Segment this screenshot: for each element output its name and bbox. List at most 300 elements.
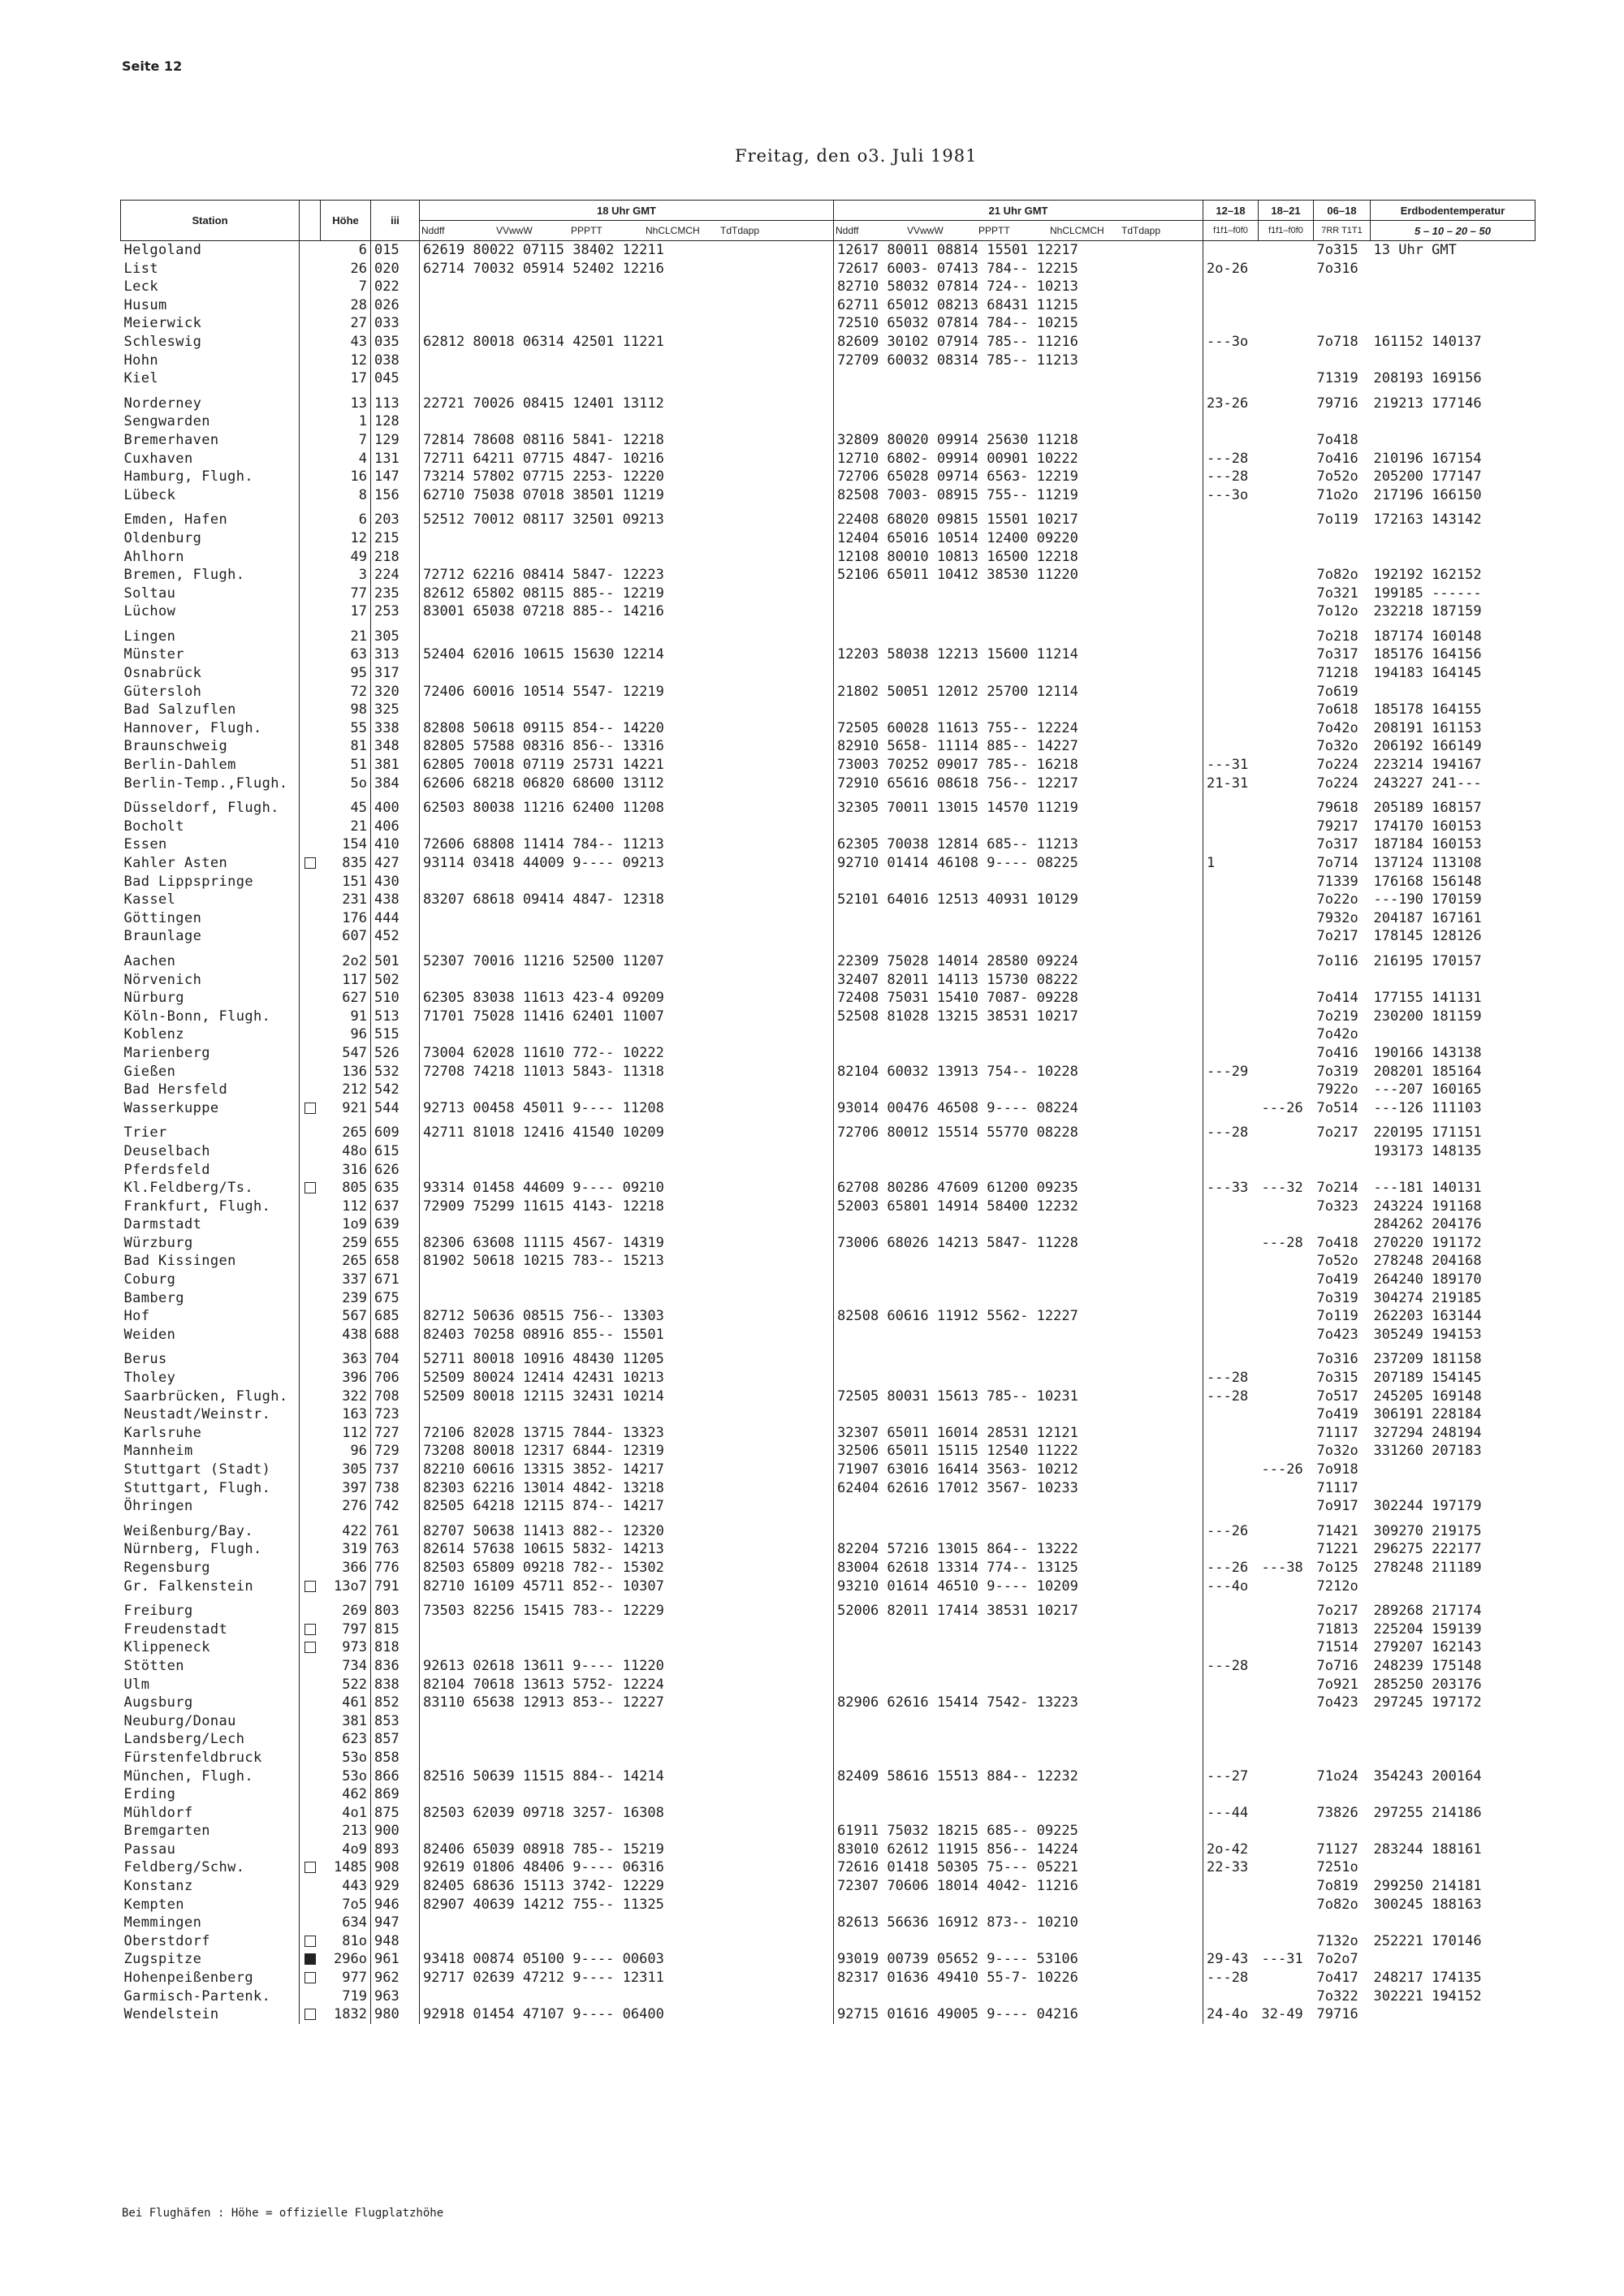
station-name: Zugspitze <box>121 1950 300 1969</box>
station-marker <box>300 314 321 333</box>
precip-18-21 <box>1259 1932 1314 1951</box>
t18-col-4: TdTdapp <box>720 225 760 236</box>
station-index: 253 <box>371 602 420 621</box>
precip-18-21 <box>1259 431 1314 450</box>
station-height: 98 <box>321 701 371 719</box>
soil-temperature: 137124 113108 <box>1373 855 1482 871</box>
r0618-subheader: 7RR T1T1 <box>1314 221 1371 241</box>
station-marker <box>300 486 321 505</box>
obs-21-gmt <box>834 1081 1203 1099</box>
station-height: 1485 <box>321 1858 371 1877</box>
obs-18-gmt: 82516 50639 11515 884-- 14214 <box>420 1767 834 1786</box>
station-height: 4o9 <box>321 1841 371 1859</box>
station-marker <box>300 388 321 413</box>
station-height: 81 <box>321 737 371 756</box>
station-index: 929 <box>371 1877 420 1896</box>
station-marker <box>300 1785 321 1804</box>
station-name: Berlin-Dahlem <box>121 756 300 775</box>
table-row <box>121 1063 1535 1081</box>
obs-21-gmt <box>834 1730 1203 1749</box>
station-index: 045 <box>371 369 420 388</box>
station-marker <box>300 891 321 909</box>
precip-12-18 <box>1203 1749 1259 1767</box>
station-index: 526 <box>371 1044 420 1063</box>
station-marker <box>300 1877 321 1896</box>
precip-06-18: 7o22o <box>1316 891 1358 908</box>
obs-21-gmt: 72706 65028 09714 6563- 12219 <box>834 468 1203 486</box>
precip-18-21 <box>1259 602 1314 621</box>
precip-12-18: 23-26 <box>1207 395 1249 412</box>
precip-12-18 <box>1203 1307 1259 1326</box>
soil-temperature: 194183 164145 <box>1373 665 1482 682</box>
precip-12-18: 1 <box>1207 855 1216 871</box>
precip-06-18: 7o418 <box>1316 1234 1358 1251</box>
table-row <box>121 1712 1535 1731</box>
station-marker <box>300 450 321 468</box>
table-row <box>121 1987 1535 2006</box>
obs-21-gmt <box>834 909 1203 928</box>
obs-21-gmt <box>834 1987 1203 2006</box>
table-row <box>121 1025 1535 1044</box>
obs-18-gmt: 72711 64211 07715 4847- 10216 <box>420 450 834 468</box>
station-index: 113 <box>371 388 420 413</box>
soil-temperature <box>1371 1785 1535 1804</box>
precip-18-21 <box>1259 1858 1314 1877</box>
precip-06-18: 7o921 <box>1316 1676 1358 1693</box>
precip-12-18 <box>1203 1025 1259 1044</box>
station-marker <box>300 369 321 388</box>
precip-12-18 <box>1203 645 1259 664</box>
precip-12-18 <box>1203 891 1259 909</box>
station-index: 338 <box>371 719 420 738</box>
station-name: Wasserkuppe <box>121 1099 300 1118</box>
soil-temperature: 176168 156148 <box>1373 873 1482 890</box>
obs-21-gmt: 82508 60616 11912 5562- 12227 <box>834 1307 1203 1326</box>
precip-12-18: ---28 <box>1207 450 1249 467</box>
table-row <box>121 621 1535 646</box>
station-marker <box>300 1559 321 1577</box>
station-marker <box>300 1461 321 1479</box>
obs-18-gmt <box>420 1638 834 1657</box>
station-height: 77 <box>321 585 371 603</box>
precip-06-18: 7o716 <box>1316 1657 1358 1674</box>
station-height: 921 <box>321 1099 371 1118</box>
precip-18-21 <box>1259 1442 1314 1461</box>
precip-12-18 <box>1203 927 1259 946</box>
precip-12-18 <box>1203 1161 1259 1180</box>
table-row <box>121 1914 1535 1932</box>
precip-18-21 <box>1259 1025 1314 1044</box>
obs-21-gmt: 32305 70011 13015 14570 11219 <box>834 792 1203 818</box>
obs-18-gmt: 82805 57588 08316 856-- 13316 <box>420 737 834 756</box>
precip-12-18 <box>1203 873 1259 891</box>
precip-06-18: 7o417 <box>1316 1970 1358 1987</box>
precip-18-21 <box>1259 1676 1314 1694</box>
station-marker <box>300 296 321 315</box>
obs-18-gmt <box>420 369 834 388</box>
station-marker <box>300 1914 321 1932</box>
precip-06-18: 7o419 <box>1316 1406 1358 1423</box>
station-height: 13o7 <box>321 1577 371 1596</box>
t18-col-1: VVwwW <box>496 225 533 236</box>
table-row <box>121 369 1535 388</box>
precip-12-18 <box>1203 1252 1259 1271</box>
soil-temperature <box>1371 352 1535 370</box>
obs-18-gmt: 82614 57638 10615 5832- 14213 <box>420 1540 834 1559</box>
station-name: Kempten <box>121 1896 300 1914</box>
station-height: 117 <box>321 971 371 990</box>
station-index: 961 <box>371 1950 420 1969</box>
station-name: Oldenburg <box>121 529 300 548</box>
station-index: 637 <box>371 1198 420 1216</box>
station-marker <box>300 1025 321 1044</box>
station-name: Marienberg <box>121 1044 300 1063</box>
precip-12-18 <box>1203 1638 1259 1657</box>
station-height: 112 <box>321 1198 371 1216</box>
table-row <box>121 1804 1535 1823</box>
precip-18-21 <box>1259 468 1314 486</box>
station-index: 708 <box>371 1388 420 1406</box>
obs-21-gmt: 21802 50051 12012 25700 12114 <box>834 683 1203 701</box>
station-name: Bamberg <box>121 1289 300 1308</box>
table-row <box>121 989 1535 1008</box>
precip-18-21 <box>1259 1252 1314 1271</box>
station-marker <box>300 1307 321 1326</box>
station-name: Bad Lippspringe <box>121 873 300 891</box>
station-index: 658 <box>371 1252 420 1271</box>
station-index: 836 <box>371 1657 420 1676</box>
table-row <box>121 664 1535 683</box>
precip-18-21 <box>1259 1785 1314 1804</box>
table-row <box>121 1621 1535 1639</box>
table-row <box>121 388 1535 413</box>
precip-06-18: 7o423 <box>1316 1694 1358 1711</box>
station-height: 259 <box>321 1234 371 1253</box>
obs-18-gmt <box>420 296 834 315</box>
precip-18-21 <box>1259 333 1314 352</box>
station-height: 7o5 <box>321 1896 371 1914</box>
obs-21-gmt: 12108 80010 10813 16500 12218 <box>834 548 1203 567</box>
station-marker <box>300 1369 321 1388</box>
station-name: Bad Kissingen <box>121 1252 300 1271</box>
precip-18-21 <box>1259 818 1314 836</box>
station-marker <box>300 1595 321 1621</box>
soil-temperature <box>1371 278 1535 296</box>
soil-temperature: 262203 163144 <box>1373 1308 1482 1325</box>
station-index: 381 <box>371 756 420 775</box>
obs-18-gmt: 83001 65038 07218 885-- 14216 <box>420 602 834 621</box>
precip-18-21 <box>1259 548 1314 567</box>
soil-temperature: 223214 194167 <box>1373 757 1482 774</box>
precip-12-18 <box>1203 296 1259 315</box>
station-name: Deuselbach <box>121 1142 300 1161</box>
station-name: Hohn <box>121 352 300 370</box>
station-index: 515 <box>371 1025 420 1044</box>
precip-06-18: 7922o <box>1316 1081 1358 1098</box>
station-height: 96 <box>321 1025 371 1044</box>
station-name: Garmisch-Partenk. <box>121 1987 300 2006</box>
erdboden-header: Erdbodentemperatur <box>1371 201 1535 221</box>
precip-18-21 <box>1259 927 1314 946</box>
soil-temperature: 208191 161153 <box>1373 719 1482 736</box>
obs-21-gmt <box>834 412 1203 431</box>
obs-18-gmt <box>420 529 834 548</box>
obs-18-gmt: 72814 78608 08116 5841- 12218 <box>420 431 834 450</box>
precip-18-21 <box>1259 529 1314 548</box>
station-index: 875 <box>371 1804 420 1823</box>
obs-21-gmt <box>834 1271 1203 1289</box>
precip-12-18 <box>1203 1234 1259 1253</box>
obs-21-gmt: 82409 58616 15513 884-- 12232 <box>834 1767 1203 1786</box>
obs-21-gmt <box>834 602 1203 621</box>
table-row <box>121 946 1535 971</box>
station-marker <box>300 971 321 990</box>
obs-18-gmt <box>420 664 834 683</box>
soil-temperature: 237209 181158 <box>1373 1351 1482 1368</box>
station-name: Gütersloh <box>121 683 300 701</box>
station-height: 26 <box>321 260 371 278</box>
obs-21-gmt: 82104 60032 13913 754-- 10228 <box>834 1063 1203 1081</box>
station-index: 688 <box>371 1326 420 1344</box>
station-height: 973 <box>321 1638 371 1657</box>
table-row <box>121 1858 1535 1877</box>
obs-21-gmt: 62305 70038 12814 685-- 11213 <box>834 835 1203 854</box>
station-index: 857 <box>371 1730 420 1749</box>
obs-21-gmt: 72510 65032 07814 784-- 10215 <box>834 314 1203 333</box>
precip-12-18 <box>1203 1442 1259 1461</box>
station-name: Stötten <box>121 1657 300 1676</box>
precip-18-21 <box>1259 1896 1314 1914</box>
station-marker <box>300 664 321 683</box>
precip-12-18: 24-4o <box>1207 2006 1249 2023</box>
precip-18-21 <box>1259 450 1314 468</box>
footnote: Bei Flughäfen : Höhe = offizielle Flugplatzhöhe <box>122 2207 444 2220</box>
precip-18-21 <box>1259 756 1314 775</box>
station-marker <box>300 1896 321 1914</box>
soil-temperature: 216195 170157 <box>1373 952 1482 969</box>
obs-18-gmt: 73004 62028 11610 772-- 10222 <box>420 1044 834 1063</box>
soil-temperature: 230200 181159 <box>1373 1008 1482 1025</box>
table-row <box>121 909 1535 928</box>
obs-21-gmt <box>834 701 1203 719</box>
station-index: 235 <box>371 585 420 603</box>
station-marker <box>300 1987 321 2006</box>
t21-header: 21 Uhr GMT <box>834 201 1203 221</box>
precip-12-18 <box>1203 1405 1259 1424</box>
station-height: 112 <box>321 1424 371 1443</box>
soil-temperature: 331260 207183 <box>1373 1443 1482 1460</box>
station-height: 269 <box>321 1595 371 1621</box>
table-row <box>121 1657 1535 1676</box>
precip-12-18 <box>1203 1822 1259 1841</box>
station-name: Soltau <box>121 585 300 603</box>
obs-21-gmt: 32506 65011 15115 12540 11222 <box>834 1442 1203 1461</box>
station-marker <box>300 1621 321 1639</box>
table-row <box>121 756 1535 775</box>
t21-subheader <box>834 221 1203 241</box>
precip-18-21 <box>1259 835 1314 854</box>
iii-header: iii <box>371 201 420 241</box>
station-height: 45 <box>321 792 371 818</box>
precip-12-18 <box>1203 602 1259 621</box>
precip-12-18 <box>1203 1008 1259 1026</box>
obs-18-gmt: 93314 01458 44609 9---- 09210 <box>420 1179 834 1198</box>
table-row <box>121 548 1535 567</box>
precip-12-18 <box>1203 1344 1259 1369</box>
station-index: 615 <box>371 1142 420 1161</box>
precip-12-18 <box>1203 504 1259 529</box>
station-height: 316 <box>321 1161 371 1180</box>
table-row <box>121 818 1535 836</box>
station-marker <box>300 873 321 891</box>
station-index: 723 <box>371 1405 420 1424</box>
filled-square-icon <box>304 1953 316 1965</box>
station-marker <box>300 1577 321 1596</box>
precip-06-18: 71117 <box>1316 1424 1358 1441</box>
station-marker <box>300 1179 321 1198</box>
t21-col-2: PPPTT <box>978 225 1010 236</box>
station-marker <box>300 602 321 621</box>
station-marker <box>300 621 321 646</box>
table-row <box>121 873 1535 891</box>
station-index: 026 <box>371 296 420 315</box>
obs-21-gmt: 32307 65011 16014 28531 12121 <box>834 1424 1203 1443</box>
table-row <box>121 701 1535 719</box>
table-row <box>121 1008 1535 1026</box>
precip-06-18: 7o323 <box>1316 1198 1358 1215</box>
table-row <box>121 971 1535 990</box>
station-index: 893 <box>371 1841 420 1859</box>
station-name: Gießen <box>121 1063 300 1081</box>
station-name: Hamburg, Flugh. <box>121 468 300 486</box>
precip-12-18 <box>1203 818 1259 836</box>
precip-12-18: ---26 <box>1207 1522 1249 1539</box>
station-marker <box>300 1424 321 1443</box>
precip-06-18 <box>1314 314 1371 333</box>
obs-18-gmt <box>420 1271 834 1289</box>
obs-21-gmt: 52508 81028 13215 38531 10217 <box>834 1008 1203 1026</box>
station-marker <box>300 333 321 352</box>
precip-18-21 <box>1259 1969 1314 1987</box>
table-row <box>121 296 1535 315</box>
obs-21-gmt: 83010 62612 11915 856-- 14224 <box>834 1841 1203 1859</box>
station-marker <box>300 278 321 296</box>
station-name: Leck <box>121 278 300 296</box>
station-marker <box>300 927 321 946</box>
table-row <box>121 645 1535 664</box>
obs-18-gmt: 62714 70032 05914 52402 12216 <box>420 260 834 278</box>
station-index: 203 <box>371 504 420 529</box>
obs-21-gmt: 93210 01614 46510 9---- 10209 <box>834 1577 1203 1596</box>
station-height: 17 <box>321 369 371 388</box>
station-name: Bremen, Flugh. <box>121 566 300 585</box>
precip-06-18: 71421 <box>1316 1522 1358 1539</box>
obs-21-gmt <box>834 1326 1203 1344</box>
precip-12-18 <box>1203 1730 1259 1749</box>
station-index: 544 <box>371 1099 420 1118</box>
obs-18-gmt: 83110 65638 12913 853-- 12227 <box>420 1694 834 1712</box>
precip-18-21 <box>1259 1767 1314 1786</box>
obs-18-gmt: 83207 68618 09414 4847- 12318 <box>420 891 834 909</box>
station-name: Lingen <box>121 621 300 646</box>
soil-temperature <box>1371 431 1535 450</box>
precip-06-18: 7o217 <box>1316 1124 1358 1142</box>
soil-depths-header: 5 – 10 – 20 – 50 <box>1371 221 1535 241</box>
obs-21-gmt <box>834 1025 1203 1044</box>
station-index: 962 <box>371 1969 420 1987</box>
obs-18-gmt <box>420 278 834 296</box>
station-height: 462 <box>321 1785 371 1804</box>
station-name: München, Flugh. <box>121 1767 300 1786</box>
obs-18-gmt: 82503 62039 09718 3257- 16308 <box>420 1804 834 1823</box>
precip-18-21 <box>1259 1914 1314 1932</box>
precip-12-18 <box>1203 1595 1259 1621</box>
marker-header <box>300 201 321 241</box>
station-height: 43 <box>321 333 371 352</box>
precip-06-18: 79217 <box>1316 818 1358 835</box>
table-row <box>121 1822 1535 1841</box>
station-height: 7 <box>321 278 371 296</box>
obs-21-gmt <box>834 1516 1203 1541</box>
precip-06-18: 71o24 <box>1316 1767 1358 1785</box>
station-index: 033 <box>371 314 420 333</box>
station-marker <box>300 1516 321 1541</box>
table-row <box>121 1142 1535 1161</box>
precip-06-18: 7o517 <box>1316 1388 1358 1405</box>
precip-18-21 <box>1259 1841 1314 1859</box>
soil-temperature: 270220 191172 <box>1373 1234 1482 1251</box>
table-row <box>121 1344 1535 1369</box>
soil-temperature <box>1371 260 1535 278</box>
precip-12-18: 2o-42 <box>1207 1841 1249 1858</box>
soil-temperature: 248239 175148 <box>1373 1657 1482 1674</box>
station-marker <box>300 946 321 971</box>
station-height: 53o <box>321 1749 371 1767</box>
precip-12-18 <box>1203 835 1259 854</box>
station-marker <box>300 1712 321 1731</box>
station-name: Bad Hersfeld <box>121 1081 300 1099</box>
station-name: Nürnberg, Flugh. <box>121 1540 300 1559</box>
soil-temperature: 13 Uhr GMT <box>1373 242 1457 258</box>
soil-temperature: 207189 154145 <box>1373 1370 1482 1387</box>
precip-06-18: 7o322 <box>1316 1987 1358 2005</box>
table-row <box>121 1179 1535 1198</box>
precip-06-18: 7o217 <box>1316 1603 1358 1620</box>
soil-temperature: 304274 219185 <box>1373 1289 1482 1306</box>
station-index: 737 <box>371 1461 420 1479</box>
precip-18-21 <box>1259 1730 1314 1749</box>
precip-06-18: 7212o <box>1316 1577 1358 1595</box>
precip-18-21: ---32 <box>1261 1180 1303 1197</box>
obs-21-gmt: 12203 58038 12213 15600 11214 <box>834 645 1203 664</box>
obs-21-gmt <box>834 1044 1203 1063</box>
station-index: 729 <box>371 1442 420 1461</box>
obs-21-gmt <box>834 1289 1203 1308</box>
precip-06-18 <box>1314 352 1371 370</box>
station-marker <box>300 1081 321 1099</box>
station-height: 337 <box>321 1271 371 1289</box>
table-row <box>121 1198 1535 1216</box>
station-index: 635 <box>371 1179 420 1198</box>
station-marker <box>300 1215 321 1234</box>
station-index: 438 <box>371 891 420 909</box>
precip-06-18: 7o52o <box>1316 1253 1358 1270</box>
precip-06-18: 7o423 <box>1316 1326 1358 1343</box>
station-name: Kassel <box>121 891 300 909</box>
station-name: Ahlhorn <box>121 548 300 567</box>
obs-21-gmt: 82906 62616 15414 7542- 13223 <box>834 1694 1203 1712</box>
soil-temperature: 187174 160148 <box>1373 628 1482 645</box>
